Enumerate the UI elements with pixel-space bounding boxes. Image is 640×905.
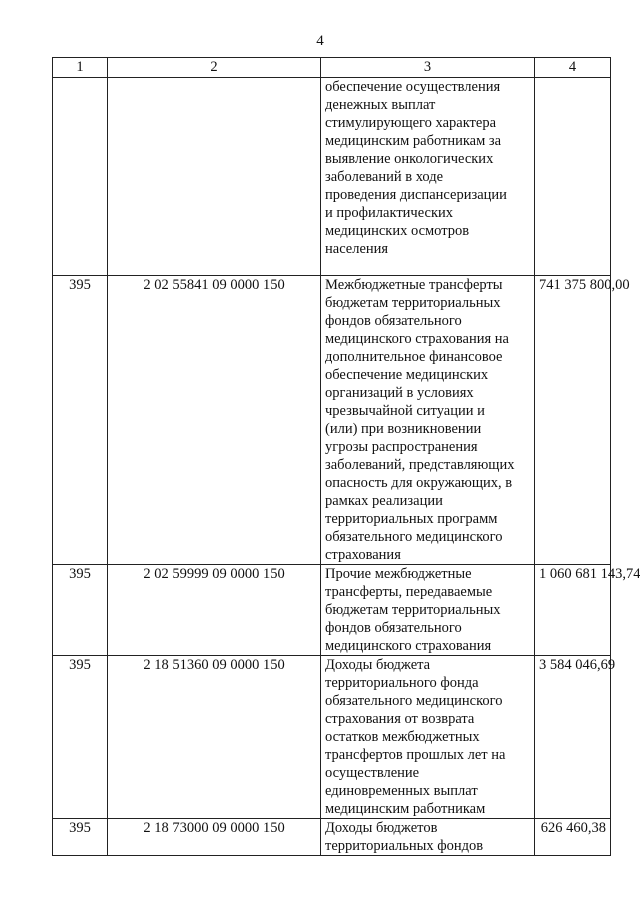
admin-code-cell: 395 [53, 276, 108, 565]
table-header-row [53, 58, 611, 78]
description-text: Доходы бюджета территориального фонда обязательного медицинского страхования от возврата остатков межбюджетных трансфертов прошлых лет на осуществление единовременных выплат медицинским работникам [325, 657, 506, 817]
description-cell [321, 78, 535, 276]
description-cell [321, 819, 535, 856]
admin-code-cell: 395 [53, 565, 108, 656]
amount-cell: 741 375 800,00 [535, 276, 611, 565]
column-header-4: 4 [535, 58, 611, 78]
admin-code-cell: 395 [53, 819, 108, 856]
budget-code-cell: 2 02 59999 09 0000 150 [108, 565, 321, 656]
budget-code-cell: 2 18 73000 09 0000 150 [108, 819, 321, 856]
budget-code-cell: 2 18 51360 09 0000 150 [108, 656, 321, 819]
description-text: обеспечение осуществления денежных выплат стимулирующего характера медицинским работникам за выявление онкологических заболеваний в ходе проведения диспансеризации и профилактических медицинских осмотров населения [325, 79, 507, 257]
description-cell [321, 565, 535, 656]
admin-code-cell [53, 78, 108, 276]
revenue-table [52, 57, 640, 856]
column-header-2: 2 [108, 58, 321, 78]
budget-code-cell: 2 02 55841 09 0000 150 [108, 276, 321, 565]
admin-code-cell: 395 [53, 656, 108, 819]
table-row [53, 565, 611, 656]
table-row [53, 819, 611, 856]
column-header-3: 3 [321, 58, 535, 78]
amount-cell: 626 460,38 [535, 819, 611, 856]
description-cell [321, 276, 535, 565]
column-header-1: 1 [53, 58, 108, 78]
description-cell [321, 656, 535, 819]
description-text: Межбюджетные трансферты бюджетам территориальных фондов обязательного медицинского страхования на дополнительное финансовое обеспечение медицинских организаций в условиях чрезвычайной ситуации и (или) при возникновении угрозы распространения заболеваний, представляющих опасность для окружающих, в рамках реализации территориальных программ обязательного медицинского страхования [325, 277, 515, 563]
amount-cell: 3 584 046,69 [535, 656, 611, 819]
budget-code-cell [108, 78, 321, 276]
description-text: Доходы бюджетов территориальных фондов [325, 820, 484, 854]
page-number: 4 [316, 33, 324, 49]
amount-cell [535, 78, 611, 276]
amount-cell: 1 060 681 143,74 [535, 565, 611, 656]
description-text: Прочие межбюджетные трансферты, передаваемые бюджетам территориальных фондов обязательного медицинского страхования [325, 566, 501, 654]
table-row [53, 78, 611, 276]
table-row [53, 656, 611, 819]
table-row [53, 276, 611, 565]
